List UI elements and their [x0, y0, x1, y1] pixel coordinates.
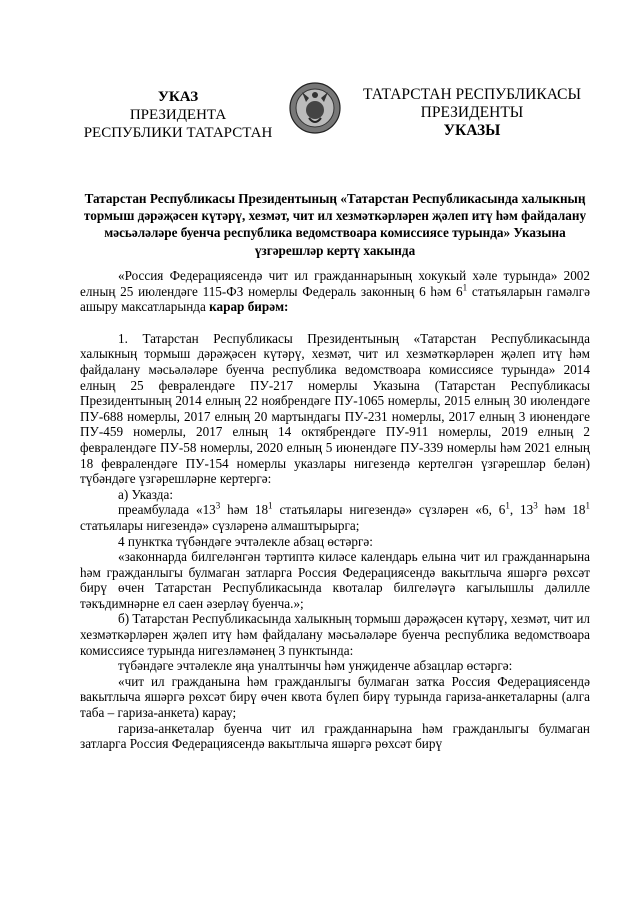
document-header [0, 82, 640, 162]
pc-text-4: , 13 [509, 502, 534, 518]
quote-3-paragraph: гариза-анкеталар буенча чит ил гражданнарына һәм гражданлыгы булмаган затларга Россия Федерациясендә вакытлыча яшәргә рөхсәт бирү [80, 720, 590, 752]
pc-text-5: һәм 18 [537, 502, 586, 518]
preamble-change-paragraph [80, 502, 590, 533]
pc-text-1: преамбулада «13 [118, 502, 216, 518]
preamble-text-2: статьяларын гамәлгә ашыру максатларында [80, 283, 590, 315]
decree-phrase: карар бирәм: [209, 299, 289, 315]
header-right-line-3: УКАЗЫ [443, 122, 501, 139]
header-left-russian [78, 88, 278, 142]
item-1-paragraph: 1. Татарстан Республикасы Президентының «Татарстан Республикасында халыкның тормыш дәрәҗәсен күтәрү, хезмәт, чит ил хезмәткәрләрен җәлеп итү һәм файдалану мәсьәләләре буенча республика ведомствоара комиссиясе турында» 2014 елның 25 февралендәге ПУ-217 номерлы Указына (Татарстан Республикасы Президентының 2014 елның 22 ноябрендәге ПУ-1065 номерлы, 2015 елның 30 июлендәге ПУ-688 номерлы, 2017 елның 20 мартындагы ПУ-231 номерлы, 2017 елның 3 июнендәге ПУ-459 номерлы, 2017 елның 14 октябрендәге ПУ-911 номерлы, 2019 елның 2 февралендәге ПУ-58 номерлы, 2020 елның 5 июнендәге ПУ-339 номерлы һәм 2021 елның 18 февралендәге ПУ-154 номерлы указлары нигезендә кертелгән үзгәрешләр белән) түбәндәге үзгәрешләрне кертергә: [80, 330, 590, 487]
pc-text-6: статьялары нигезендә» сүзләренә алмаштырырга; [80, 517, 360, 533]
sub-b-paragraph: б) Татарстан Республикасында халыкның тормыш дәрәҗәсен күтәрү, хезмәт, чит ил хезмәткәрләрен җәлеп итү һәм файдалану мәсьәләләре буенча республика ведомствоара комиссиясе турында нигезләмәнең 3 пунктында: [80, 611, 590, 658]
header-left-line-2: ПРЕЗИДЕНТА [129, 107, 227, 123]
preamble-text-1: «Россия Федерациясендә чит ил гражданнарының хокукый хәле турында» 2002 елның 25 июлендәге 115-ФЗ номерлы Федераль законның 6 һәм 6 [80, 268, 590, 299]
preamble-paragraph [80, 268, 590, 315]
pc-sup-1: 3 [215, 500, 221, 511]
pc-sup-3: 1 [505, 500, 510, 511]
new-paragraphs-instruction: түбәндәге эчтәлекле яңа уналтынчы һәм унҗиденче абзацлар өстәргә: [118, 658, 513, 674]
item-4-paragraph: 4 пунктка түбәндәге эчтәлекле абзац өстәргә: [118, 533, 373, 549]
header-left-line-3: РЕСПУБЛИКИ ТАТАРСТАН [83, 125, 273, 141]
quote-2-paragraph: «чит ил гражданына һәм гражданлыгы булмаган затка Россия Федерациясендә вакытлыча яшәргә рөхсәт бирү өчен квота бүлеп бирү турында гариза-анкеталарны (алга таба – гариза-анкета) карау; [80, 673, 590, 721]
pc-text-2: һәм 18 [220, 502, 269, 518]
quote-1-paragraph: «законнарда билгеләнгән тәртиптә киләсе календарь елына чит ил гражданнарына һәм гражданлыгы булмаган затларга Россия Федерациясендә вакытлыча яшәргә рөхсәт бирү өчен Татарстан Республикасында квоталар билгеләүгә кагылышлы дәлилле тәкъдимнәрне ел саен әзерләү буенча.»; [80, 549, 590, 611]
document-title: Татарстан Республикасы Президентының «Татарстан Республикасында халыкның тормыш дәрәҗәсен күтәрү, хезмәт, чит ил хезмәткәрләрен җәлеп итү һәм файдалану мәсьәләләре буенча республика ведомствоара комиссиясе турында» Указына үзгәрешләр кертү хакында [83, 191, 587, 258]
pc-sup-2: 1 [268, 500, 273, 511]
header-left-line-1: УКАЗ [157, 89, 199, 105]
header-right-tatar [362, 86, 582, 140]
sub-a-paragraph: а) Указда: [118, 486, 173, 502]
header-right-line-1: ТАТАРСТАН РЕСПУБЛИКАСЫ [363, 86, 581, 103]
header-right-line-2: ПРЕЗИДЕНТЫ [420, 104, 524, 121]
pc-sup-4: 3 [533, 500, 538, 511]
pc-text-3: статьялары нигезендә» сүзләрен «6, 6 [272, 502, 506, 518]
preamble-sup: 1 [462, 282, 468, 293]
tatarstan-coat-of-arms-icon [289, 82, 341, 134]
document-body [80, 268, 590, 752]
pc-sup-5: 1 [585, 500, 591, 511]
